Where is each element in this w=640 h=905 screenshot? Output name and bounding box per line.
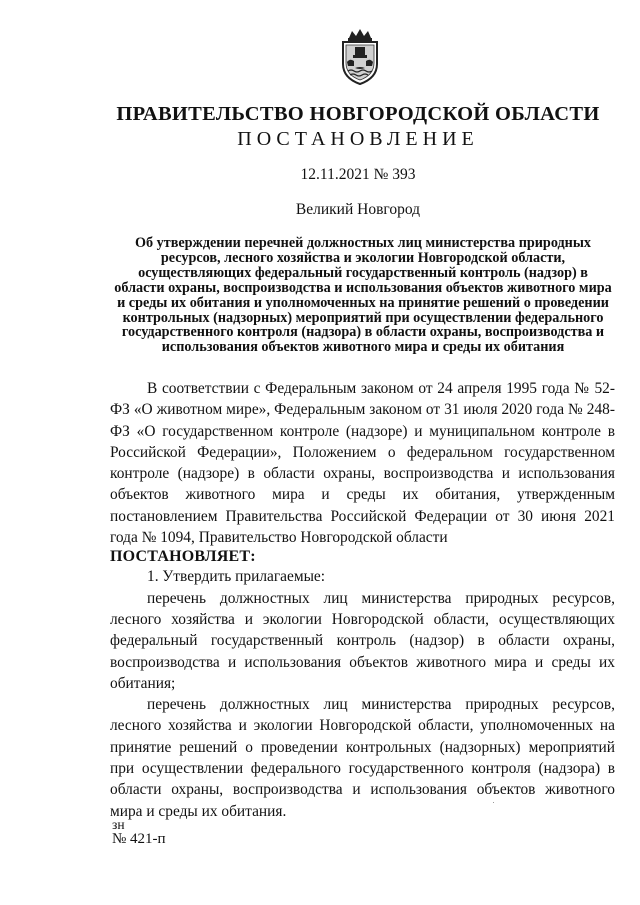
document-type: ПОСТАНОВЛЕНИЕ — [237, 128, 479, 150]
list-item-2: перечень должностных лиц министерства природных ресурсов, лесного хозяйства и экологии Новгородской области, уполномоченных на принятие решений о проведении контрольных (надзорных) мероприятий при осуществлении федерального государственного контроля (надзора) в области охраны, воспроизводства и использования объектов животного мира и среды их обитания. — [110, 696, 615, 820]
list-item-1: перечень должностных лиц министерства природных ресурсов, лесного хозяйства и экологии Новгородской области, осуществляющих федеральный государственный контроль (надзор) в области охраны, воспроизводства и использования объектов животного мира и среды их обитания; — [110, 589, 615, 692]
novgorod-coat-of-arms-icon — [337, 28, 383, 86]
footer — [112, 818, 166, 846]
city: Великий Новгород — [295, 201, 421, 218]
scan-speck — [493, 802, 494, 803]
ruling-heading: ПОСТАНОВЛЯЕТ: — [110, 548, 256, 566]
item-1: 1. Утвердить прилагаемые: — [147, 568, 326, 586]
document-body — [110, 378, 615, 822]
footer-initials: зн — [112, 817, 125, 832]
date-and-number: 12.11.2021 № 393 — [300, 166, 416, 183]
document-subject: Об утверждении перечней должностных лиц министерства природных ресурсов, лесного хозяйства и экологии Новгородской области, осуществляющих федеральный государственный контроль (надзор) в области охраны, воспроизводства и использования объектов животного мира и среды их обитания и уполномоченных на принятие решений о проведении контрольных (надзорных) мероприятий при осуществлении федерального государственного контроля (надзора) в области охраны, воспроизводства и использования объектов животного мира и среды их обитания — [114, 235, 612, 356]
government-title: ПРАВИТЕЛЬСТВО НОВГОРОДСКОЙ ОБЛАСТИ — [116, 103, 600, 125]
preamble-paragraph: В соответствии с Федеральным законом от 24 апреля 1995 года № 52-ФЗ «О животном мире», Федеральным законом от 31 июля 2020 года № 248-ФЗ «О государственном контроле (надзоре) и муниципальном контроле в Российской Федерации», Положением о федеральном государственном контроле (надзоре) в области охраны, воспроизводства и использования объектов животного мира и среды их обитания, утвержденным постановлением Правительства Российской Федерации от 30 июня 2021 года № 1094, Правительство Новгородской области — [110, 380, 615, 547]
footer-reference: № 421-п — [112, 831, 166, 847]
